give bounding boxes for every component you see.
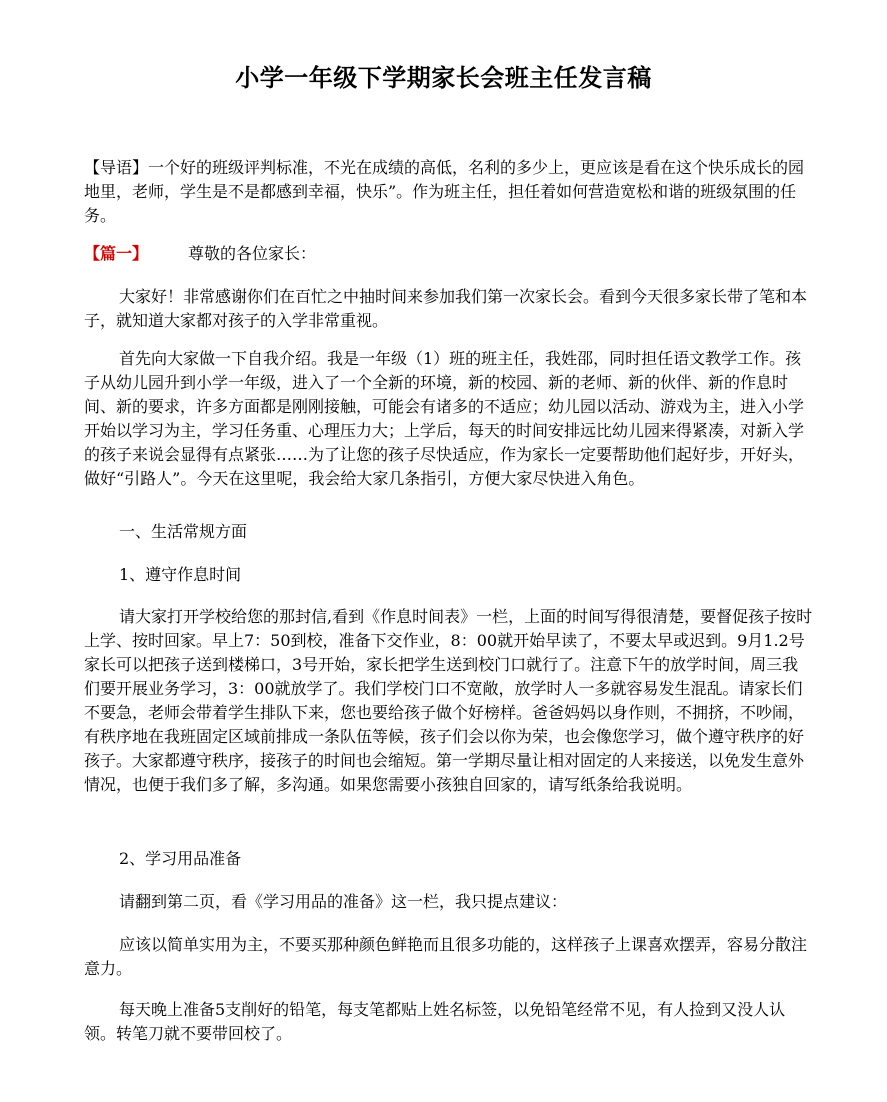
subsection-heading-schedule: 1、遵守作息时间 — [119, 565, 242, 584]
paragraph-supplies-intro: 请翻到第二页，看《学习用品的准备》这一栏，我只提点建议： — [119, 892, 568, 911]
paragraph-schedule: 请大家打开学校给您的那封信,看到《作息时间表》一栏，上面的时间写得很清楚，要督促孩子按时上学、按时回家。早上7：50到校，准备下交作业，8：00就开始早读了，不要太早或迟到。9月1.2号家长可以把孩子送到楼梯口，3号开始，家长把学生送到校门口就行了。注意下午的放学时间，周三我们要开展业务学习，3：00就放学了。我们学校门口不宽敞，放学时人一多就容易发生混乱。请家长们不要急，老师会带着学生排队下来，您也要给孩子做个好榜样。爸爸妈妈以身作则，不拥挤，不吵闹，有秩序地在我班固定区域前排成一条队伍等候，孩子们会以你为荣，也会像您学习，做个遵守秩序的好孩子。大家都遵守秩序，接孩子的时间也会缩短。第一学期尽量让相对固定的人来接送，以免发生意外情况，也便于我们多了解，多沟通。如果您需要小孩独自回家的，请写纸条给我说明。 — [84, 607, 813, 794]
paragraph-supplies-simple: 应该以简单实用为主，不要买那种颜色鲜艳而且很多功能的，这样孩子上课喜欢摆弄，容易分散注意力。 — [84, 935, 808, 978]
subsection-heading-supplies: 2、学习用品准备 — [119, 849, 242, 868]
greeting: 尊敬的各位家长： — [188, 244, 317, 263]
chapter-heading — [84, 242, 814, 266]
paragraph-introduction: 首先向大家做一下自我介绍。我是一年级（1）班的班主任，我姓邵，同时担任语文教学工作。孩子从幼儿园升到小学一年级，进入了一个全新的环境，新的校园、新的老师、新的伙伴、新的作息时间、新的要求，许多方面都是刚刚接触，可能会有诸多的不适应；幼儿园以活动、游戏为主，进入小学开始以学习为主，学习任务重、心理压力大；上学后，每天的时间安排远比幼儿园来得紧凑，对新入学的孩子来说会显得有点紧张……为了让您的孩子尽快适应，作为家长一定要帮助他们起好步，开好头，做好“引路人”。今天在这里呢，我会给大家几条指引，方便大家尽快进入角色。 — [84, 349, 805, 488]
paragraph-supplies-pencils: 每天晚上准备5支削好的铅笔，每支笔都贴上姓名标签，以免铅笔经常不见，有人捡到又没人认领。转笔刀就不要带回校了。 — [84, 1000, 786, 1043]
section-heading-routine: 一、生活常规方面 — [119, 522, 248, 541]
document-title: 小学一年级下学期家长会班主任发言稿 — [235, 63, 652, 92]
intro-paragraph: 【导语】一个好的班级评判标准，不光在成绩的高低，名利的多少上，更应该是看在这个快乐成长的园地里，老师，学生是不是都感到幸福，快乐”。作为班主任，担任着如何营造宽松和谐的班级氛围的任务。 — [84, 158, 805, 225]
chapter-label: 【篇一】 — [84, 244, 149, 263]
paragraph-welcome: 大家好！非常感谢你们在百忙之中抽时间来参加我们第一次家长会。看到今天很多家长带了笔和本子，就知道大家都对孩子的入学非常重视。 — [84, 287, 808, 330]
